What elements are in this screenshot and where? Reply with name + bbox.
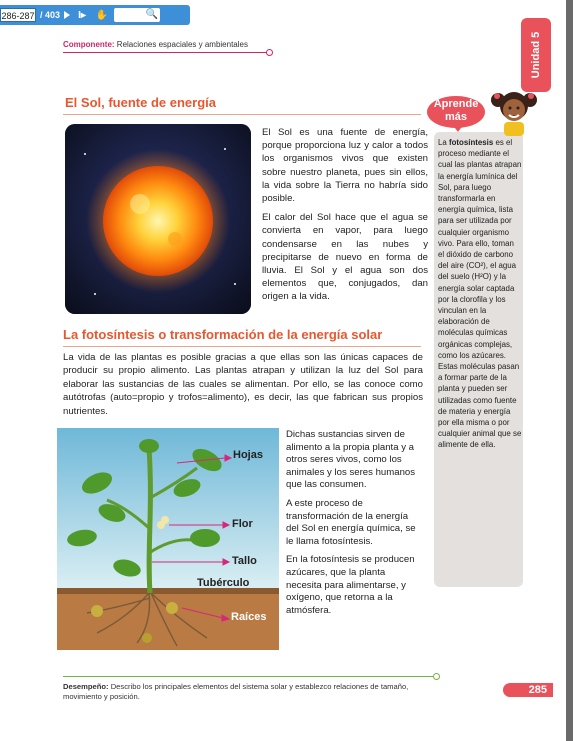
header-rule-dot xyxy=(266,49,273,56)
aprende-text-start: La xyxy=(438,138,449,147)
header-rule xyxy=(63,52,268,53)
footer-text: Describo los principales elementos del sistema solar y establezco relaciones de tamaño, movimiento y posición. xyxy=(63,682,409,701)
photosynthesis-paragraph-3: En la fotosíntesis se producen azúcares, que la planta necesita para alimentarse, y oxígeno, que retorna a la atmósfera. xyxy=(286,554,415,616)
title-rule xyxy=(63,114,421,115)
page-number-field[interactable]: 286-287 xyxy=(0,8,36,22)
sun-image xyxy=(65,124,251,314)
viewer-toolbar xyxy=(0,5,190,25)
text-select-icon[interactable]: I▸ xyxy=(78,9,86,21)
label-hojas: Hojas xyxy=(233,449,263,461)
aprende-bold-term: fotosíntesis xyxy=(448,138,494,147)
unit-label: Unidad 5 xyxy=(530,31,542,79)
footer-rule xyxy=(63,676,435,677)
unit-tab xyxy=(521,18,551,92)
aprende-title-2: más xyxy=(444,111,468,123)
page-number: 285 xyxy=(503,683,553,697)
component-value: Relaciones espaciales y ambientales xyxy=(116,40,248,49)
photosynthesis-intro: La vida de las plantas es posible gracias a que ellas son las únicas capaces de producir su propio alimento. Las plantas atrapan y utilizan la luz del Sol para elaborar las sustancias de las cuales se alimentan. Por ello, se las conoce como autótrofas (auto=propio y trofos=alimento), es decir, las que fabrican sus propios nutrientes. xyxy=(63,352,423,417)
badge-tail xyxy=(452,124,464,132)
footer-desempeno xyxy=(63,682,443,702)
hand-tool-icon[interactable]: ✋ xyxy=(95,9,109,21)
section-title-sun: El Sol, fuente de energía xyxy=(65,95,216,110)
girl-illustration xyxy=(490,86,538,136)
label-raices: Raíces xyxy=(231,611,267,623)
search-input[interactable] xyxy=(114,8,160,22)
label-tuberculo: Tubérculo xyxy=(197,577,250,589)
photosynthesis-paragraph-2: A este proceso de transformación de la energía del Sol en energía química, se le llama fotosíntesis. xyxy=(286,497,416,547)
photosynthesis-paragraphs xyxy=(286,429,422,623)
aprende-mas-text xyxy=(438,137,522,451)
photosynthesis-paragraph-1: Dichas sustancias sirven de alimento a la propia planta y a otros seres vivos, como los animales y los seres humanos que las consumen. xyxy=(286,429,416,491)
viewer-gutter xyxy=(566,0,573,741)
label-flor: Flor xyxy=(232,518,253,530)
footer-rule-dot xyxy=(433,673,440,680)
plant-illustration xyxy=(57,428,279,650)
next-page-icon[interactable] xyxy=(64,11,70,19)
component-header xyxy=(63,40,248,49)
component-label: Componente: xyxy=(63,40,115,49)
sun-paragraphs xyxy=(262,126,428,310)
footer-label: Desempeño: xyxy=(63,682,109,691)
section-title-photosynthesis: La fotosíntesis o transformación de la energía solar xyxy=(63,327,383,342)
search-icon[interactable]: 🔍 xyxy=(145,9,159,20)
page-total: / 403 xyxy=(40,10,61,20)
sun-paragraph-1: El Sol es una fuente de energía, porque proporciona luz y calor a todos los organismos vivos que existen sobre nuestro planeta, pues sin ellos, la vida sobre la Tierra no habría sido posible. xyxy=(262,127,428,205)
aprende-text-rest: es el proceso mediante el cual las plantas atrapan la energía lumínica del Sol, para luego transformarla en energía química, lista para ser utilizada por cualquier organismo vivo. Para ello, toman el dióxido de carbono del aire (CO²), el agua del suelo (H²O) y la energía solar captada por la clorofila y los vinculan en la elaboración de moléculas químicas orgánicas complejas, como los azúcares. Estas moléculas pasan a formar parte de la planta y pueden ser utilizadas como fuente de materia y energía por ella misma o por cualquier animal que se alimente de ella. xyxy=(438,138,522,450)
title-rule xyxy=(63,346,421,347)
sun-paragraph-2: El calor del Sol hace que el agua se convierta en vapor, para luego condensarse en las nubes y precipitarse de nuevo en forma de lluvia. El Sol y el agua son dos elementos que, conjugados, dan origen a la vida. xyxy=(262,212,428,303)
aprende-title-1: Aprende xyxy=(433,98,479,110)
label-tallo: Tallo xyxy=(232,555,257,567)
